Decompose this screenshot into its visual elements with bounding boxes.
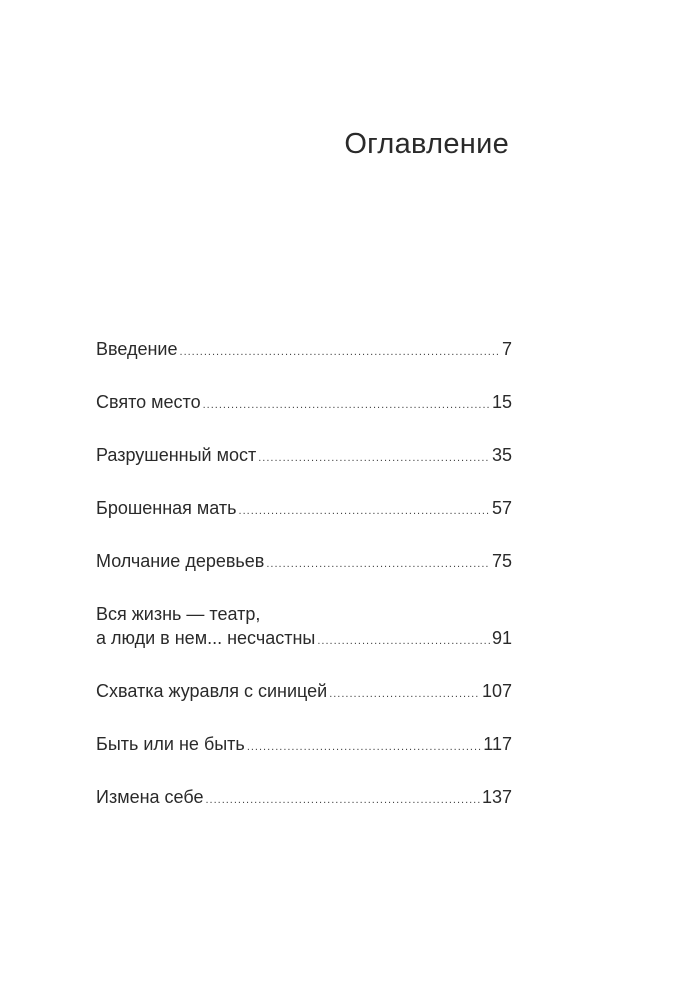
toc-entry-title: Измена себе [96, 787, 204, 807]
toc-entry-title: Быть или не быть [96, 734, 245, 754]
toc-entry-title: Введение [96, 339, 178, 359]
toc-entry-title: а люди в нем... несчастны [96, 628, 316, 648]
table-of-contents [96, 337, 512, 838]
toc-entry [96, 390, 512, 417]
leader-dots [317, 629, 490, 653]
toc-entry-title: Молчание деревьев [96, 551, 265, 571]
leader-dots [205, 788, 479, 812]
toc-entry-page: 91 [491, 628, 512, 648]
toc-entry-title: Разрушенный мост [96, 445, 257, 465]
toc-entry-page: 15 [491, 392, 512, 412]
leader-dots [239, 499, 490, 523]
toc-entry [96, 549, 512, 576]
toc-entry [96, 443, 512, 470]
toc-entry [96, 785, 512, 812]
leader-dots [180, 340, 500, 364]
toc-entry [96, 602, 512, 653]
toc-entry-page: 35 [491, 445, 512, 465]
toc-entry [96, 679, 512, 706]
page-title: Оглавление [344, 128, 509, 160]
leader-dots [266, 552, 490, 576]
toc-entry [96, 496, 512, 523]
toc-entry-title: Свято место [96, 392, 201, 412]
toc-entry-page: 75 [491, 551, 512, 571]
toc-entry-page: 57 [491, 498, 512, 518]
toc-entry-page: 137 [481, 787, 512, 807]
toc-entry-page: 7 [501, 339, 512, 359]
toc-entry [96, 337, 512, 364]
toc-entry-title: Схватка журавля с синицей [96, 681, 328, 701]
toc-entry-title: Брошенная мать [96, 498, 237, 518]
toc-entry [96, 732, 512, 759]
leader-dots [258, 446, 490, 470]
toc-entry-title-line1: Вся жизнь — театр, [96, 604, 261, 624]
toc-entry-page: 117 [483, 734, 512, 754]
leader-dots [329, 682, 480, 706]
leader-dots [247, 735, 481, 759]
leader-dots [203, 393, 490, 417]
toc-entry-page: 107 [481, 681, 512, 701]
